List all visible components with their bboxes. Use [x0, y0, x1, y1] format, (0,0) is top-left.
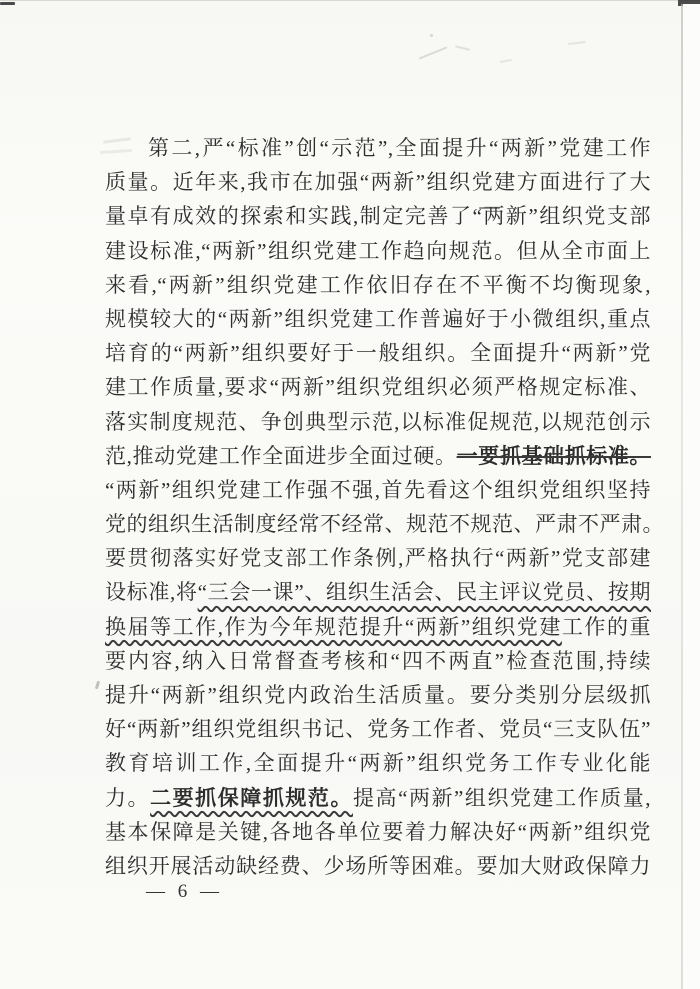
page-edge-strip: [683, 4, 700, 989]
text-line: [105, 336, 651, 370]
text-segment: 来看,“两新”组织党建工作依旧存在不平衡不均衡现象,: [105, 272, 651, 297]
scan-mark-top-left: [0, 2, 15, 5]
text-line: [105, 644, 651, 678]
text-segment: 第二,严“标准”创“示范”,全面提升“两新”党建工作: [148, 136, 651, 160]
pencil-scribble: [568, 41, 586, 45]
pencil-scribble: [419, 46, 448, 59]
text-line: [105, 370, 651, 404]
text-segment: 培育的“两新”组织要好于一般组织。全面提升“两新”党: [105, 341, 651, 366]
text-line: [105, 575, 651, 609]
text-segment: 力。: [105, 785, 151, 810]
text-segment: “三会一课”、组织生活会、民主评议党员、按期: [197, 580, 652, 605]
text-line: [105, 541, 651, 575]
text-segment: 党的组织生活制度经常不经常、规范不规范、严肃不严肃。: [105, 512, 664, 537]
text-segment: 落实制度规范、争创典型示范,以标准促规范,以规范创示: [105, 409, 651, 434]
text-line: [105, 781, 651, 815]
scan-edge-top-line: [0, 0, 700, 1]
text-segment: 一要抓基础抓标准。: [456, 443, 652, 468]
text-line: [105, 131, 651, 165]
text-line: [105, 302, 651, 336]
text-line: [105, 165, 651, 199]
text-segment: 要内容,纳入日常督查考核和“四不两直”检查范围,持续: [105, 648, 651, 673]
text-segment: 设标准,将: [105, 580, 198, 605]
page-fold-line: [681, 4, 683, 989]
text-segment: 要贯彻落实好党支部工作条例,严格执行“两新”党支部建: [105, 546, 651, 571]
text-line: [105, 439, 651, 473]
text-line: [105, 405, 651, 439]
text-block: [105, 131, 664, 883]
text-line: [105, 678, 651, 712]
text-line: [105, 268, 651, 302]
text-segment: 教育培训工作,全面提升“两新”组织党务工作专业化能: [105, 751, 651, 776]
text-segment: 范,推动党建工作全面进步全面过硬。: [105, 443, 457, 468]
text-line: [105, 507, 664, 541]
text-segment: 提升“两新”组织党内政治生活质量。要分类别分层级抓: [105, 683, 651, 707]
text-segment: 质量。近年来,我市在加强“两新”组织党建方面进行了大: [105, 170, 651, 195]
text-line: [105, 712, 651, 746]
pencil-scribble: [500, 59, 512, 63]
text-line: [105, 199, 651, 233]
text-line: [105, 234, 651, 268]
text-segment: 提高“两新”组织党建工作质量,: [353, 785, 652, 810]
text-segment: 工作的重: [561, 614, 652, 639]
pencil-scribble: [430, 34, 433, 37]
text-segment: 量卓有成效的探索和实践,制定完善了“两新”组织党支部: [105, 204, 651, 229]
text-segment: “两新”组织党建工作强不强,首先看这个组织党组织坚持: [105, 477, 651, 502]
text-segment: 组织开展活动缺经费、少场所等困难。要加大财政保障力: [105, 853, 651, 878]
text-line: [105, 815, 651, 849]
pencil-scribble: [455, 45, 470, 51]
text-line: [105, 473, 651, 507]
text-segment: 基本保障是关键,各地各单位要着力解决好“两新”组织党: [105, 819, 651, 844]
text-line: [105, 849, 651, 883]
text-line: [105, 746, 651, 780]
text-segment: 建工作质量,要求“两新”组织党组织必须严格规定标准、: [105, 375, 651, 400]
text-segment: 建设标准,“两新”组织党建工作趋向规范。但从全市面上: [105, 238, 651, 263]
stray-ink-dot: [95, 681, 100, 690]
text-segment: 规模较大的“两新”组织党建工作普遍好于小微组织,重点: [105, 306, 651, 331]
text-segment: 换届等工作,作为今年规范提升“两新”组织党建: [105, 614, 562, 639]
text-segment: 二要抓保障抓规范。: [150, 785, 353, 810]
text-segment: 好“两新”组织党组织书记、党务工作者、党员“三支队伍”: [105, 717, 651, 742]
page-number: — 6 —: [146, 881, 223, 902]
text-line: [105, 610, 651, 644]
